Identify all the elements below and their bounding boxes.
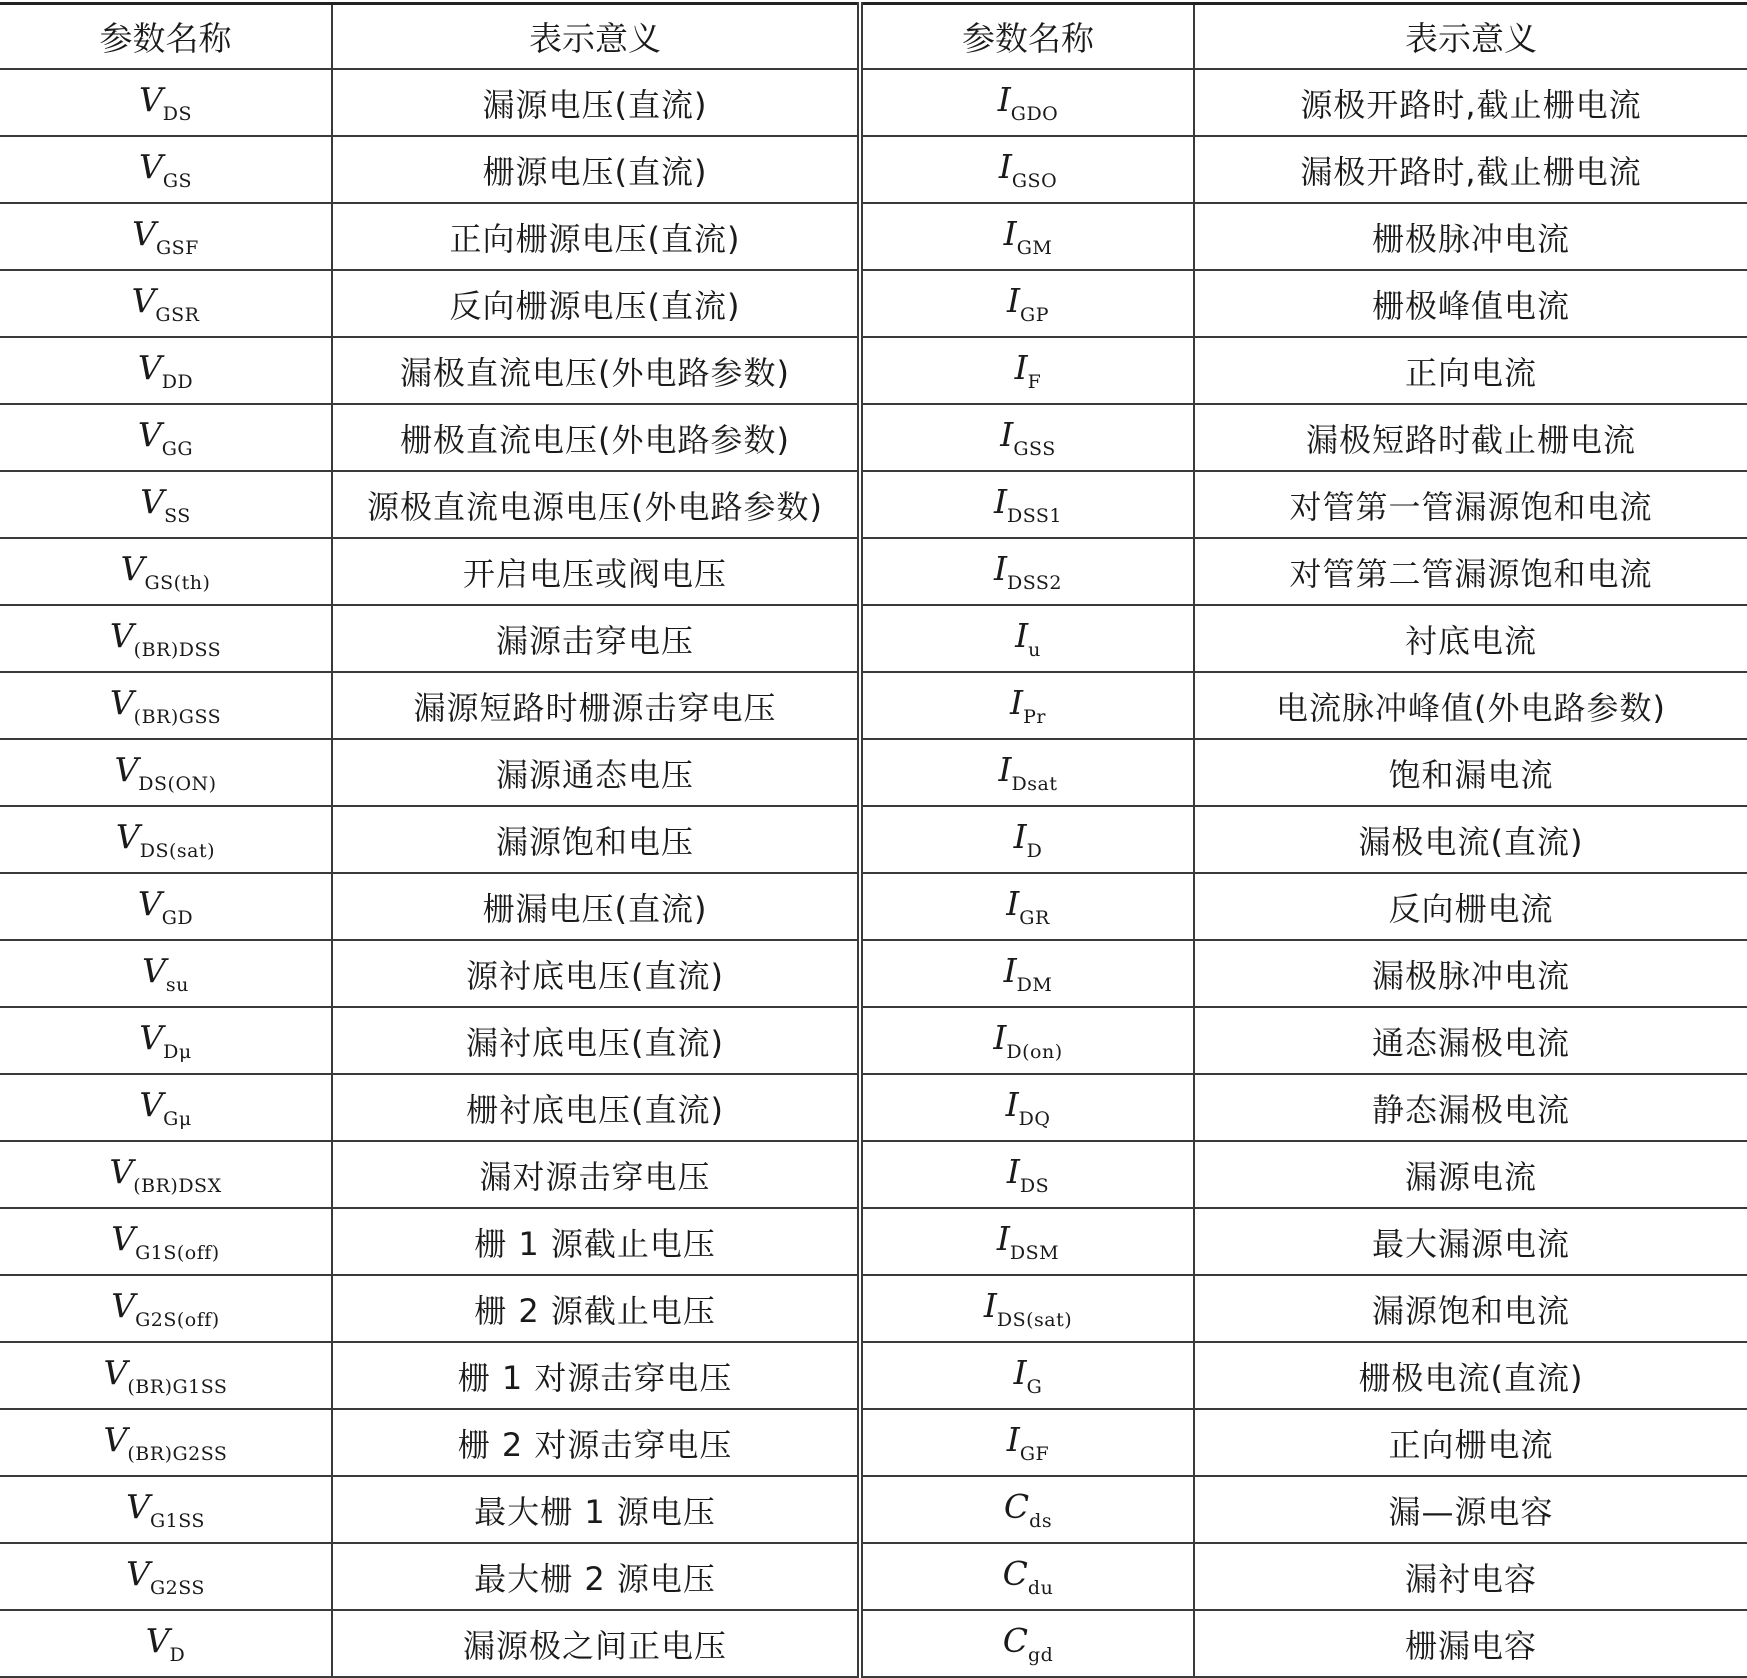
param-symbol-right xyxy=(860,1074,1194,1141)
param-meaning-left: 源衬底电压(直流) xyxy=(332,940,860,1007)
symbol xyxy=(1006,1152,1050,1197)
symbol xyxy=(993,482,1063,527)
symbol-subscript: D(on) xyxy=(1006,1041,1063,1063)
param-meaning-right: 最大漏源电流 xyxy=(1194,1208,1747,1275)
symbol-base: I xyxy=(1006,884,1020,923)
param-meaning-right: 饱和漏电流 xyxy=(1194,739,1747,806)
param-symbol-right xyxy=(860,1275,1194,1342)
param-symbol-left xyxy=(0,404,332,471)
param-symbol-right xyxy=(860,471,1194,538)
symbol xyxy=(1000,415,1056,460)
symbol-subscript: GR xyxy=(1019,907,1050,929)
symbol xyxy=(1002,1554,1054,1599)
symbol-base: I xyxy=(993,549,1007,588)
symbol-base: V xyxy=(138,147,163,186)
symbol xyxy=(1013,817,1043,862)
param-symbol-right xyxy=(860,1543,1194,1610)
symbol-base: C xyxy=(1003,1487,1030,1526)
symbol xyxy=(111,1219,220,1264)
symbol xyxy=(126,1554,205,1599)
param-symbol-right xyxy=(860,538,1194,605)
param-symbol-left xyxy=(0,1007,332,1074)
param-symbol-left xyxy=(0,1275,332,1342)
symbol xyxy=(103,1420,228,1465)
symbol-base: V xyxy=(120,549,145,588)
symbol-base: V xyxy=(111,1219,136,1258)
param-symbol-left xyxy=(0,806,332,873)
symbol xyxy=(1003,1487,1053,1532)
param-symbol-right xyxy=(860,806,1194,873)
param-meaning-left: 栅 1 源截止电压 xyxy=(332,1208,860,1275)
symbol-subscript: Dsat xyxy=(1011,773,1058,795)
table-row xyxy=(0,203,1747,270)
param-meaning-left: 开启电压或阀电压 xyxy=(332,538,860,605)
param-symbol-left xyxy=(0,136,332,203)
param-symbol-left xyxy=(0,1141,332,1208)
symbol-subscript: GP xyxy=(1020,304,1049,326)
symbol xyxy=(109,616,222,661)
param-symbol-left xyxy=(0,605,332,672)
symbol xyxy=(138,80,193,125)
symbol-base: I xyxy=(1006,1420,1020,1459)
symbol-subscript: F xyxy=(1027,371,1042,393)
symbol-subscript: G1S(off) xyxy=(135,1242,220,1264)
symbol-base: V xyxy=(103,1353,128,1392)
symbol-subscript: (BR)GSS xyxy=(133,706,222,728)
symbol-base: C xyxy=(1002,1554,1028,1593)
symbol-base: I xyxy=(1005,1085,1019,1124)
param-meaning-left: 栅极直流电压(外电路参数) xyxy=(332,404,860,471)
symbol-subscript: DS xyxy=(1019,1175,1050,1197)
table-row xyxy=(0,1543,1747,1610)
symbol xyxy=(142,951,189,996)
param-symbol-right xyxy=(860,136,1194,203)
param-meaning-left: 栅源电压(直流) xyxy=(332,136,860,203)
table-row xyxy=(0,739,1747,806)
symbol-subscript: (BR)DSS xyxy=(133,639,222,661)
symbol-subscript: GG xyxy=(161,438,194,460)
table-row xyxy=(0,806,1747,873)
symbol-subscript: G1SS xyxy=(149,1510,205,1532)
param-symbol-right xyxy=(860,69,1194,136)
symbol-subscript: G2SS xyxy=(149,1577,205,1599)
symbol xyxy=(140,482,191,527)
symbol-base: V xyxy=(126,1554,150,1593)
symbol xyxy=(115,817,216,862)
param-symbol-left xyxy=(0,1208,332,1275)
symbol xyxy=(1005,1085,1051,1130)
symbol-base: V xyxy=(126,1487,150,1526)
param-meaning-right: 漏源饱和电流 xyxy=(1194,1275,1747,1342)
symbol xyxy=(109,683,222,728)
symbol-base: V xyxy=(142,951,166,990)
param-meaning-right: 通态漏极电流 xyxy=(1194,1007,1747,1074)
symbol-base: I xyxy=(1000,415,1014,454)
symbol-subscript: DS(sat) xyxy=(139,840,216,862)
symbol-subscript: DS(sat) xyxy=(996,1309,1073,1331)
symbol xyxy=(139,1085,192,1130)
param-meaning-left: 栅 1 对源击穿电压 xyxy=(332,1342,860,1409)
symbol-base: I xyxy=(1013,1353,1027,1392)
symbol-base: V xyxy=(109,683,134,722)
symbol xyxy=(145,1621,186,1666)
symbol-base: V xyxy=(111,1286,136,1325)
param-symbol-right xyxy=(860,605,1194,672)
symbol-base: C xyxy=(1002,1621,1028,1660)
symbol xyxy=(1003,214,1053,259)
symbol xyxy=(998,750,1058,795)
symbol xyxy=(1010,683,1046,728)
symbol-subscript: Gμ xyxy=(163,1108,192,1130)
param-meaning-right: 正向栅电流 xyxy=(1194,1409,1747,1476)
symbol-subscript: SS xyxy=(164,505,191,527)
param-meaning-right: 正向电流 xyxy=(1194,337,1747,404)
param-symbol-right xyxy=(860,1409,1194,1476)
symbol-subscript: GSF xyxy=(155,237,199,259)
param-meaning-left: 漏源饱和电压 xyxy=(332,806,860,873)
param-symbol-left xyxy=(0,1543,332,1610)
symbol-subscript: (BR)DSX xyxy=(133,1175,222,1197)
symbol-base: I xyxy=(996,1219,1010,1258)
table-row xyxy=(0,1074,1747,1141)
param-meaning-left: 反向栅源电压(直流) xyxy=(332,270,860,337)
header-meaning-right: 表示意义 xyxy=(1194,4,1747,70)
symbol-base: I xyxy=(1013,817,1027,856)
symbol-base: V xyxy=(137,348,162,387)
symbol-base: V xyxy=(137,884,162,923)
param-symbol-right xyxy=(860,739,1194,806)
table-row xyxy=(0,69,1747,136)
param-meaning-right: 漏源电流 xyxy=(1194,1141,1747,1208)
symbol-subscript: DS xyxy=(162,103,193,125)
param-meaning-left: 漏源短路时栅源击穿电压 xyxy=(332,672,860,739)
param-meaning-right: 漏衬电容 xyxy=(1194,1543,1747,1610)
symbol xyxy=(993,549,1063,594)
symbol-base: I xyxy=(1010,683,1024,722)
symbol-base: V xyxy=(139,1085,164,1124)
symbol xyxy=(1006,884,1050,929)
symbol xyxy=(983,1286,1073,1331)
param-meaning-right: 衬底电流 xyxy=(1194,605,1747,672)
symbol xyxy=(1006,1420,1050,1465)
table-row xyxy=(0,1007,1747,1074)
symbol-subscript: GF xyxy=(1019,1443,1050,1465)
param-meaning-right: 栅漏电容 xyxy=(1194,1610,1747,1677)
symbol xyxy=(126,1487,205,1532)
symbol-base: V xyxy=(109,616,134,655)
symbol xyxy=(1002,1621,1054,1666)
param-symbol-right xyxy=(860,1208,1194,1275)
table-row xyxy=(0,940,1747,1007)
table-row xyxy=(0,605,1747,672)
param-meaning-right: 静态漏极电流 xyxy=(1194,1074,1747,1141)
param-symbol-right xyxy=(860,873,1194,940)
symbol-subscript: GDO xyxy=(1010,103,1059,125)
symbol-base: I xyxy=(998,750,1012,789)
symbol-base: I xyxy=(1006,1152,1020,1191)
symbol-subscript: Pr xyxy=(1023,706,1046,728)
symbol-subscript: G2S(off) xyxy=(135,1309,220,1331)
param-meaning-left: 漏源通态电压 xyxy=(332,739,860,806)
param-meaning-left: 栅衬底电压(直流) xyxy=(332,1074,860,1141)
symbol-base: V xyxy=(138,80,163,119)
param-symbol-left xyxy=(0,69,332,136)
symbol-base: I xyxy=(1014,348,1028,387)
param-symbol-right xyxy=(860,337,1194,404)
table-row xyxy=(0,404,1747,471)
param-symbol-left xyxy=(0,672,332,739)
param-meaning-left: 漏源击穿电压 xyxy=(332,605,860,672)
header-param-name-left: 参数名称 xyxy=(0,4,332,70)
symbol-subscript: DQ xyxy=(1018,1108,1051,1130)
symbol-base: I xyxy=(997,80,1011,119)
symbol-subscript: D xyxy=(169,1644,186,1666)
symbol xyxy=(114,750,217,795)
symbol-subscript: DSS1 xyxy=(1007,505,1063,527)
symbol-base: I xyxy=(1003,214,1017,253)
symbol-subscript: DD xyxy=(161,371,194,393)
symbol-base: I xyxy=(1015,616,1029,655)
symbol-base: V xyxy=(132,214,156,253)
symbol-base: I xyxy=(1003,951,1017,990)
symbol xyxy=(996,1219,1060,1264)
param-symbol-right xyxy=(860,1610,1194,1677)
param-symbol-right xyxy=(860,404,1194,471)
symbol xyxy=(103,1353,228,1398)
param-meaning-right: 漏极开路时,截止栅电流 xyxy=(1194,136,1747,203)
param-meaning-right: 栅极峰值电流 xyxy=(1194,270,1747,337)
symbol-subscript: u xyxy=(1028,639,1041,661)
symbol xyxy=(997,80,1059,125)
table-row xyxy=(0,1141,1747,1208)
param-symbol-left xyxy=(0,203,332,270)
param-symbol-left xyxy=(0,471,332,538)
symbol xyxy=(1013,1353,1043,1398)
symbol xyxy=(109,1152,222,1197)
table-row xyxy=(0,1342,1747,1409)
param-symbol-right xyxy=(860,270,1194,337)
symbol-subscript: Dμ xyxy=(163,1041,192,1063)
symbol xyxy=(137,348,194,393)
table-row xyxy=(0,672,1747,739)
symbol-base: V xyxy=(109,1152,134,1191)
param-meaning-left: 漏源电压(直流) xyxy=(332,69,860,136)
symbol-subscript: GSO xyxy=(1011,170,1058,192)
param-meaning-left: 漏对源击穿电压 xyxy=(332,1141,860,1208)
table-row xyxy=(0,1409,1747,1476)
param-meaning-left: 栅漏电压(直流) xyxy=(332,873,860,940)
param-meaning-right: 漏—源电容 xyxy=(1194,1476,1747,1543)
parameter-table xyxy=(0,2,1747,1678)
param-meaning-left: 栅 2 源截止电压 xyxy=(332,1275,860,1342)
symbol xyxy=(1015,616,1041,661)
param-symbol-left xyxy=(0,538,332,605)
param-symbol-right xyxy=(860,1141,1194,1208)
param-symbol-left xyxy=(0,1610,332,1677)
symbol xyxy=(111,1286,220,1331)
symbol xyxy=(1006,281,1049,326)
symbol xyxy=(1014,348,1042,393)
param-symbol-right xyxy=(860,672,1194,739)
header-param-name-right: 参数名称 xyxy=(860,4,1194,70)
symbol-subscript: su xyxy=(165,974,189,996)
symbol-base: V xyxy=(137,415,162,454)
symbol-subscript: GSR xyxy=(155,304,200,326)
symbol xyxy=(993,1018,1063,1063)
param-symbol-right xyxy=(860,1007,1194,1074)
table-header-row xyxy=(0,4,1747,70)
symbol xyxy=(998,147,1058,192)
param-symbol-right xyxy=(860,940,1194,1007)
param-symbol-right xyxy=(860,203,1194,270)
symbol xyxy=(137,415,194,460)
symbol xyxy=(120,549,211,594)
symbol-base: I xyxy=(998,147,1012,186)
symbol-subscript: D xyxy=(1026,840,1043,862)
table-row xyxy=(0,1476,1747,1543)
param-symbol-left xyxy=(0,270,332,337)
param-meaning-right: 栅极脉冲电流 xyxy=(1194,203,1747,270)
symbol-subscript: GSS xyxy=(1013,438,1056,460)
param-symbol-left xyxy=(0,1476,332,1543)
symbol xyxy=(1003,951,1053,996)
symbol-base: V xyxy=(115,817,140,856)
param-meaning-left: 最大栅 1 源电压 xyxy=(332,1476,860,1543)
table-row xyxy=(0,1610,1747,1677)
param-meaning-left: 最大栅 2 源电压 xyxy=(332,1543,860,1610)
param-meaning-right: 反向栅电流 xyxy=(1194,873,1747,940)
symbol-base: V xyxy=(145,1621,170,1660)
symbol-subscript: DSM xyxy=(1009,1242,1060,1264)
symbol-subscript: ds xyxy=(1029,1510,1053,1532)
param-symbol-left xyxy=(0,873,332,940)
symbol-subscript: GM xyxy=(1016,237,1053,259)
symbol-subscript: gd xyxy=(1027,1644,1054,1666)
param-meaning-right: 对管第二管漏源饱和电流 xyxy=(1194,538,1747,605)
symbol-base: V xyxy=(103,1420,128,1459)
table-row xyxy=(0,337,1747,404)
param-meaning-left: 漏源极之间正电压 xyxy=(332,1610,860,1677)
table-body xyxy=(0,69,1747,1677)
param-meaning-right: 漏极脉冲电流 xyxy=(1194,940,1747,1007)
param-symbol-right xyxy=(860,1476,1194,1543)
param-meaning-right: 漏极电流(直流) xyxy=(1194,806,1747,873)
table-row xyxy=(0,538,1747,605)
symbol-base: I xyxy=(1006,281,1021,320)
table-row xyxy=(0,136,1747,203)
symbol xyxy=(132,214,199,259)
symbol-base: V xyxy=(114,750,139,789)
symbol-base: V xyxy=(131,281,156,320)
symbol-subscript: GD xyxy=(161,907,194,929)
symbol-subscript: GS(th) xyxy=(144,572,211,594)
param-symbol-left xyxy=(0,739,332,806)
param-symbol-left xyxy=(0,1342,332,1409)
symbol-subscript: (BR)G1SS xyxy=(127,1376,228,1398)
symbol-subscript: du xyxy=(1027,1577,1054,1599)
symbol-base: I xyxy=(993,482,1007,521)
symbol-subscript: (BR)G2SS xyxy=(127,1443,228,1465)
param-symbol-left xyxy=(0,940,332,1007)
header-meaning-left: 表示意义 xyxy=(332,4,860,70)
symbol-subscript: DM xyxy=(1016,974,1053,996)
symbol xyxy=(137,884,194,929)
param-symbol-left xyxy=(0,337,332,404)
param-meaning-right: 电流脉冲峰值(外电路参数) xyxy=(1194,672,1747,739)
symbol xyxy=(138,147,193,192)
param-meaning-right: 对管第一管漏源饱和电流 xyxy=(1194,471,1747,538)
param-meaning-right: 源极开路时,截止栅电流 xyxy=(1194,69,1747,136)
param-meaning-left: 漏极直流电压(外电路参数) xyxy=(332,337,860,404)
table-row xyxy=(0,873,1747,940)
symbol xyxy=(131,281,200,326)
symbol-subscript: DSS2 xyxy=(1007,572,1063,594)
symbol-base: V xyxy=(140,482,165,521)
symbol-subscript: DS(ON) xyxy=(138,773,217,795)
param-symbol-left xyxy=(0,1074,332,1141)
param-symbol-left xyxy=(0,1409,332,1476)
param-meaning-left: 源极直流电源电压(外电路参数) xyxy=(332,471,860,538)
table-row xyxy=(0,471,1747,538)
param-meaning-left: 正向栅源电压(直流) xyxy=(332,203,860,270)
param-meaning-right: 栅极电流(直流) xyxy=(1194,1342,1747,1409)
param-meaning-right: 漏极短路时截止栅电流 xyxy=(1194,404,1747,471)
symbol-subscript: GS xyxy=(162,170,193,192)
table-row xyxy=(0,1275,1747,1342)
symbol-base: V xyxy=(139,1018,164,1057)
param-symbol-right xyxy=(860,1342,1194,1409)
table-row xyxy=(0,1208,1747,1275)
table-row xyxy=(0,270,1747,337)
param-meaning-left: 漏衬底电压(直流) xyxy=(332,1007,860,1074)
symbol xyxy=(139,1018,192,1063)
symbol-base: I xyxy=(993,1018,1007,1057)
symbol-subscript: G xyxy=(1026,1376,1043,1398)
param-meaning-left: 栅 2 对源击穿电压 xyxy=(332,1409,860,1476)
symbol-base: I xyxy=(983,1286,997,1325)
